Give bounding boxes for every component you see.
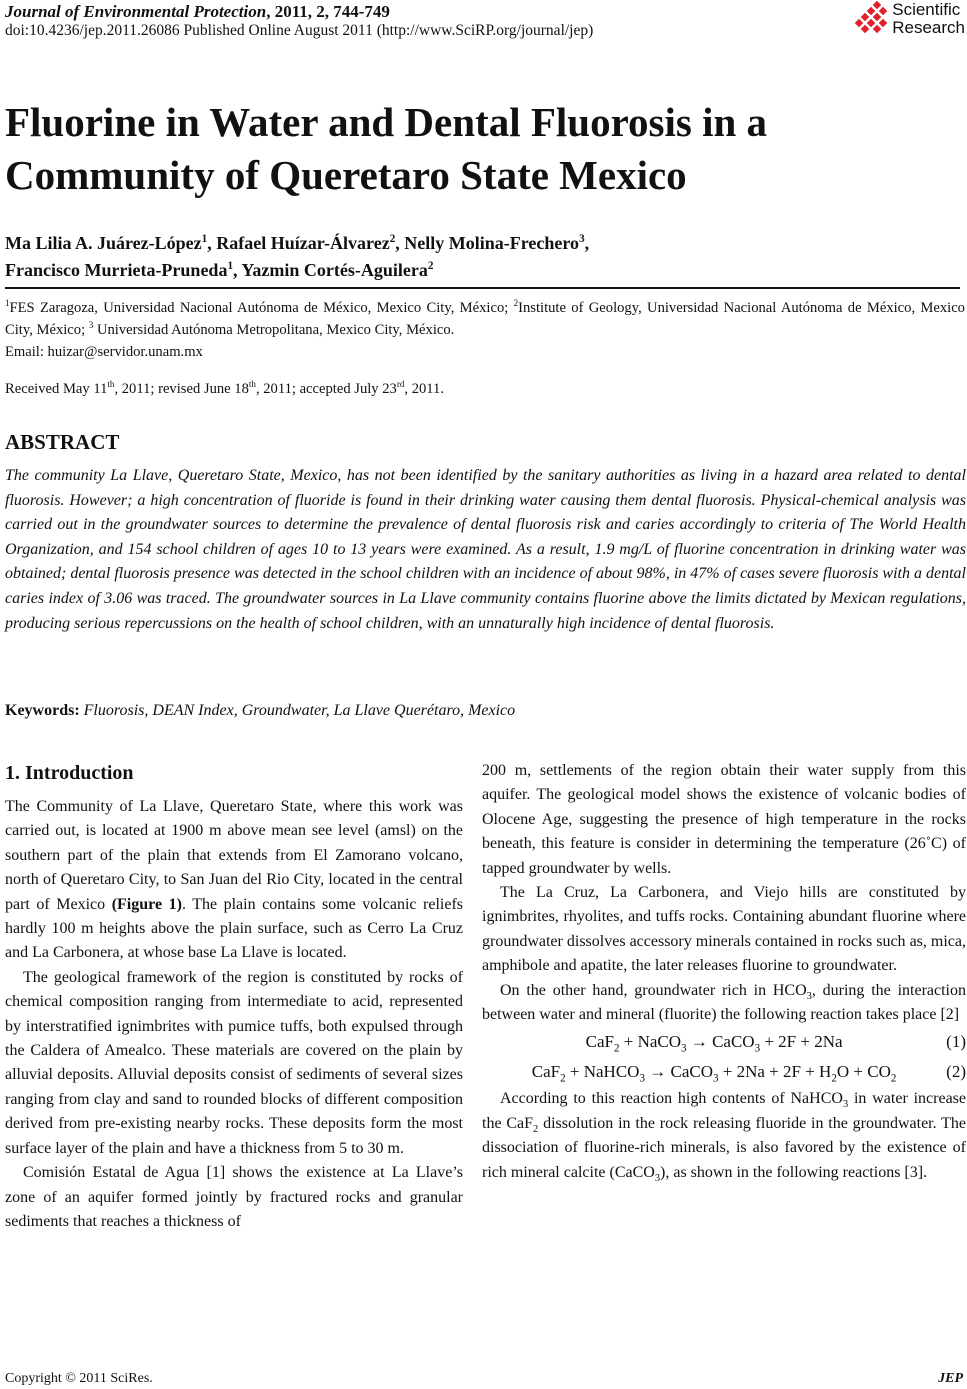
author: Nelly Molina-Frechero	[404, 233, 580, 253]
eq-term: + NaCO	[619, 1032, 682, 1052]
affiliations	[5, 297, 965, 363]
diamond-cluster-icon	[852, 0, 890, 38]
eq-term: + 2Na + 2F + H	[718, 1062, 832, 1082]
separator: ,	[395, 233, 405, 253]
separator: ,	[584, 233, 590, 253]
subscript: 2	[831, 1072, 837, 1085]
author-list	[5, 230, 589, 284]
text: dissolution in the rock releasing fluoride in the groundwater. The dissociation of fluorine-rich minerals, is also favored by the existence of rich mineral calcite (CaCO	[482, 1114, 967, 1181]
subscript: 2	[533, 1124, 539, 1136]
affiliation: Institute of Geology, Universidad Nacional Autónoma de México, Mexico City, México;	[5, 300, 965, 338]
subscript: 3	[806, 990, 812, 1002]
separator: ,	[233, 260, 242, 280]
date-text: , 2011; accepted July 23	[255, 381, 397, 397]
ordinal: rd	[396, 379, 405, 390]
paragraph	[5, 795, 463, 966]
subscript: 3	[754, 1042, 761, 1055]
subscript: 3	[654, 1172, 661, 1184]
abstract-heading: ABSTRACT	[5, 430, 120, 454]
subscript: 3	[681, 1042, 687, 1055]
subscript: 3	[712, 1072, 719, 1085]
affiliation: FES Zaragoza, Universidad Nacional Autónoma de México, Mexico City, México;	[9, 300, 514, 316]
logo-text-1: Scientific	[892, 0, 961, 19]
subscript: 3	[639, 1072, 645, 1085]
ordinal: th	[107, 379, 115, 390]
abstract-text: The community La Llave, Queretaro State, Mexico, has not been identified by the sanitary authorities as living in a hazard area related to dental fluorosis. However; a high concentration of fluoride is found in their drinking water causing them dental fluorosis. Physical-chemical analysis was carried out in the groundwater sources to determine the prevalence of dental fluorosis risk and caries accordingly to criteria of The World Health Organization, and 154 school children of ages 10 to 13 years were examined. As a result, 1.9 mg/L of fluorine concentration in drinking water was obtained; dental fluorosis presence was detected in the school children with an incidence of about 98%, in 47% of cases severe fluorosis with a dental caries index of 3.06 was traced. The groundwater sources in La Llave community contains fluorine above the limits dictated by Mexican regulations, producing serious repercussions on the health of school children, with an unnaturally high incidence of dental fluorosis.	[5, 467, 966, 632]
eq-term: + 2F + 2Na	[760, 1032, 843, 1052]
keywords	[5, 702, 515, 720]
eq-term: CaF	[585, 1032, 614, 1052]
colon: :	[74, 702, 84, 719]
divider	[5, 287, 960, 289]
equation-number: (2)	[946, 1062, 966, 1082]
journal-abbreviation: JEP	[938, 1371, 963, 1386]
right-column	[482, 759, 966, 1185]
eq-term: + NaHCO	[565, 1062, 640, 1082]
logo-text-2: Research	[892, 18, 965, 37]
paragraph	[482, 979, 966, 1028]
journal-volume-pages: , 2011, 2, 744-749	[266, 2, 390, 21]
eq-term: O + CO	[836, 1062, 891, 1082]
affil-sup: 3	[88, 320, 94, 331]
eq-term: CaF	[531, 1062, 561, 1082]
eq-term: → CaCO	[644, 1062, 713, 1082]
date-text: , 2011; revised June 18	[114, 381, 249, 397]
copyright: Copyright © 2011 SciRes.	[5, 1371, 153, 1386]
keywords-label: Keywords	[5, 702, 75, 719]
author: Francisco Murrieta-Pruneda	[5, 260, 228, 280]
subscript: 2	[560, 1072, 566, 1085]
paragraph: 200 m, settlements of the region obtain their water supply from this aquifer. The geological model shows the existence of volcanic bodies of Olocene Age, suggesting the presence of high temperature in the rocks beneath, this feature is consider in determining the temperature (26˚C) of tapped groundwater by wells.	[482, 762, 966, 877]
subscript: 2	[613, 1042, 620, 1055]
date-text: , 2011.	[404, 381, 444, 397]
paragraph	[482, 1087, 966, 1185]
subscript: 2	[890, 1072, 897, 1085]
affil-sup: 2	[513, 298, 519, 309]
separator: ,	[207, 233, 217, 253]
text: The Community of La Llave, Queretaro State, where this work was carried out, is located at 1900 m above mean see level (amsl) on the southern part of the plain that extends from El Zamorano volcano, north of Queretaro City, to San Juan del Rio City, located in the central part of Mexico	[5, 798, 463, 913]
subscript: 3	[842, 1099, 849, 1111]
title-line: Community of Queretaro State Mexico	[5, 152, 687, 198]
eq-term: → CaCO	[686, 1032, 755, 1052]
journal-citation	[5, 2, 390, 22]
journal-name: Journal of Environmental Protection	[5, 2, 267, 21]
text: ), as shown in the following reactions [3].	[660, 1163, 928, 1181]
text: . The plain contains some volcanic reliefs hardly 100 m heights above the plain surface, such as Cerro La Cruz and La Carbonera, at whose base La Llave is located.	[5, 895, 464, 962]
equation-1	[482, 1027, 966, 1057]
title-line: Fluorine in Water and Dental Fluorosis in a	[5, 99, 768, 145]
figure-ref[interactable]: (Figure 1)	[111, 895, 182, 913]
ordinal: th	[248, 379, 256, 390]
date-text: Received May 11	[5, 381, 108, 397]
text: in water increase the CaF	[482, 1090, 966, 1132]
section-heading: 1. Introduction	[5, 762, 134, 784]
author-affil-sup: 3	[579, 233, 585, 245]
paper-title	[5, 96, 767, 202]
paragraph: The La Cruz, La Carbonera, and Viejo hills are constituted by ignimbrites, rhyolites, and tuffs rocks. Containing abundant fluorine where groundwater dissolves accessory minerals contained in rocks such as, mica, amphibole and apatite, the later releases fluorine to groundwater.	[482, 884, 966, 975]
author-affil-sup: 1	[201, 233, 208, 245]
publisher-logo	[852, 0, 965, 38]
author: Ma Lilia A. Juárez-López	[5, 233, 202, 253]
affiliation: Universidad Autónoma Metropolitana, Mexico City, México.	[93, 322, 455, 338]
text: On the other hand, groundwater rich in HCO	[500, 981, 807, 999]
email: Email: huizar@servidor.unam.mx	[5, 344, 203, 360]
author: Yazmin Cortés-Aguilera	[241, 260, 428, 280]
author-affil-sup: 2	[389, 233, 396, 245]
paragraph: The geological framework of the region is constituted by rocks of chemical composition ranging from intermediate to acid, represented by interstratified ignimbrites with pumice tuffs, both expulsed through the Caldera of Amealco. These materials are covered on the plain by alluvial deposits. Alluvial deposits consist of sediments of several sizes ranging from clay and sand to rounded blocks of different composition derived from pre-existing nearby rocks. These deposits form the most surface layer of the plain and have a thickness from 5 to 30 m.	[5, 968, 463, 1157]
equation-2	[482, 1057, 966, 1087]
author: Rafael Huízar-Álvarez	[216, 233, 390, 253]
doi-line: doi:10.4236/jep.2011.26086 Published Online August 2011 (http://www.SciRP.org/journal/jep)	[5, 22, 594, 39]
text: According to this reaction high contents of NaHCO	[500, 1090, 843, 1108]
received-dates	[5, 381, 444, 398]
left-column	[5, 795, 463, 1234]
affil-sup: 1	[5, 298, 10, 309]
text: , during the interaction between water and mineral (fluorite) the following reaction takes place [2]	[482, 981, 966, 1024]
keywords-values: Fluorosis, DEAN Index, Groundwater, La Llave Querétaro, Mexico	[83, 702, 516, 719]
paragraph: Comisión Estatal de Agua [1] shows the existence at La Llave’s zone of an aquifer formed jointly by fractured rocks and granular sediments that reaches a thickness of	[5, 1164, 463, 1230]
author-affil-sup: 2	[427, 260, 434, 272]
equation-number: (1)	[946, 1032, 966, 1052]
author-affil-sup: 1	[227, 260, 234, 272]
